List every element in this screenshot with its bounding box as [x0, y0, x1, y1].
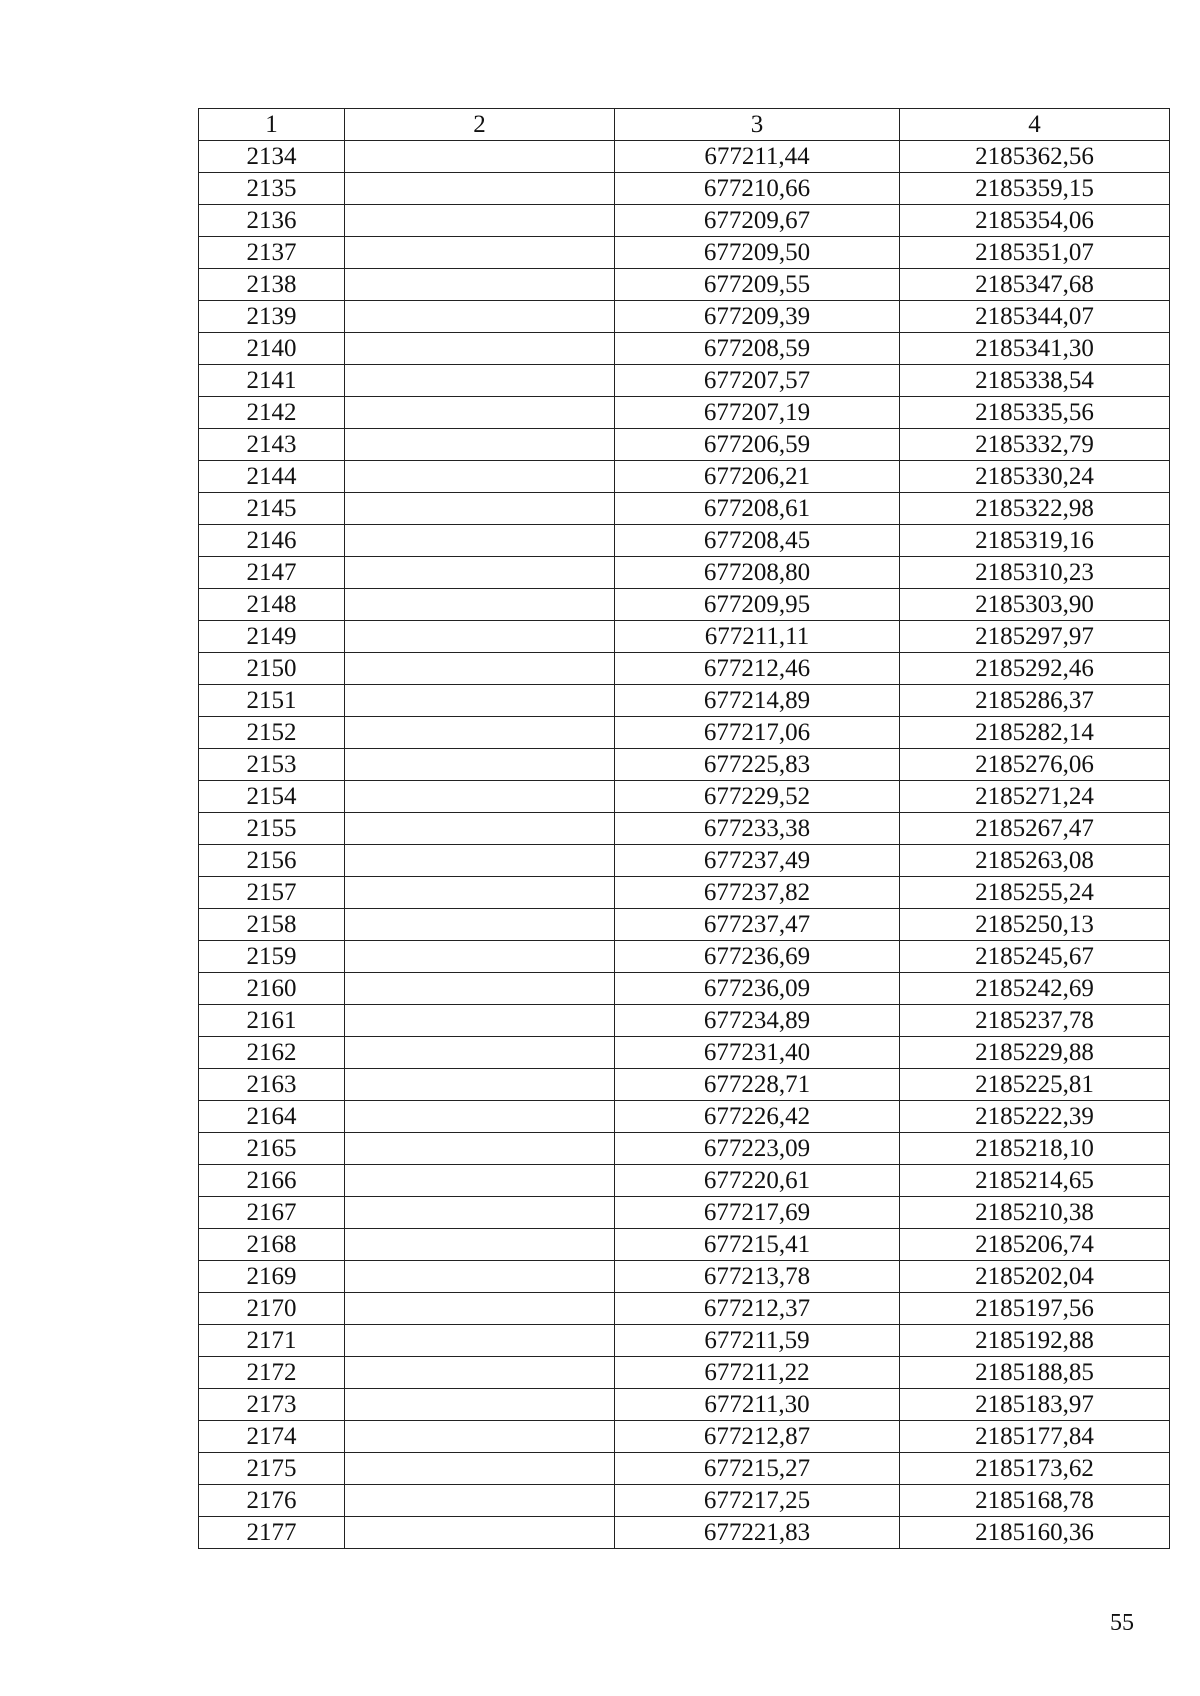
table-row [199, 1037, 1170, 1069]
x-coordinate-cell: 677215,41 [615, 1229, 900, 1261]
point-number-cell: 2172 [199, 1357, 345, 1389]
y-coordinate-cell: 2185347,68 [900, 269, 1170, 301]
table-row [199, 237, 1170, 269]
table-row [199, 429, 1170, 461]
y-coordinate-cell: 2185206,74 [900, 1229, 1170, 1261]
point-number-cell: 2171 [199, 1325, 345, 1357]
y-coordinate-cell: 2185267,47 [900, 813, 1170, 845]
y-coordinate-cell: 2185210,38 [900, 1197, 1170, 1229]
table-row [199, 781, 1170, 813]
table-row [199, 1517, 1170, 1549]
table-row [199, 1357, 1170, 1389]
table-row [199, 1101, 1170, 1133]
description-cell [345, 589, 615, 621]
description-cell [345, 1325, 615, 1357]
description-cell [345, 205, 615, 237]
table-row [199, 685, 1170, 717]
x-coordinate-cell: 677209,55 [615, 269, 900, 301]
description-cell [345, 845, 615, 877]
point-number-cell: 2175 [199, 1453, 345, 1485]
description-cell [345, 333, 615, 365]
point-number-cell: 2138 [199, 269, 345, 301]
y-coordinate-cell: 2185335,56 [900, 397, 1170, 429]
x-coordinate-cell: 677223,09 [615, 1133, 900, 1165]
table-row [199, 1421, 1170, 1453]
y-coordinate-cell: 2185177,84 [900, 1421, 1170, 1453]
table-header-row [199, 109, 1170, 141]
table-row [199, 333, 1170, 365]
description-cell [345, 1165, 615, 1197]
y-coordinate-cell: 2185341,30 [900, 333, 1170, 365]
y-coordinate-cell: 2185271,24 [900, 781, 1170, 813]
x-coordinate-cell: 677211,59 [615, 1325, 900, 1357]
x-coordinate-cell: 677217,06 [615, 717, 900, 749]
table-row [199, 909, 1170, 941]
y-coordinate-cell: 2185202,04 [900, 1261, 1170, 1293]
y-coordinate-cell: 2185351,07 [900, 237, 1170, 269]
y-coordinate-cell: 2185218,10 [900, 1133, 1170, 1165]
table-row [199, 653, 1170, 685]
description-cell [345, 973, 615, 1005]
table-row [199, 1485, 1170, 1517]
y-coordinate-cell: 2185362,56 [900, 141, 1170, 173]
x-coordinate-cell: 677211,11 [615, 621, 900, 653]
point-number-cell: 2135 [199, 173, 345, 205]
point-number-cell: 2177 [199, 1517, 345, 1549]
table-row [199, 1261, 1170, 1293]
table-row [199, 813, 1170, 845]
point-number-cell: 2153 [199, 749, 345, 781]
x-coordinate-cell: 677236,09 [615, 973, 900, 1005]
point-number-cell: 2150 [199, 653, 345, 685]
point-number-cell: 2166 [199, 1165, 345, 1197]
x-coordinate-cell: 677217,69 [615, 1197, 900, 1229]
table-row [199, 365, 1170, 397]
point-number-cell: 2136 [199, 205, 345, 237]
x-coordinate-cell: 677237,47 [615, 909, 900, 941]
y-coordinate-cell: 2185330,24 [900, 461, 1170, 493]
y-coordinate-cell: 2185292,46 [900, 653, 1170, 685]
x-coordinate-cell: 677217,25 [615, 1485, 900, 1517]
description-cell [345, 1197, 615, 1229]
table-row [199, 1197, 1170, 1229]
description-cell [345, 1069, 615, 1101]
description-cell [345, 365, 615, 397]
description-cell [345, 1101, 615, 1133]
x-coordinate-cell: 677237,82 [615, 877, 900, 909]
x-coordinate-cell: 677209,50 [615, 237, 900, 269]
table-row [199, 1165, 1170, 1197]
x-coordinate-cell: 677234,89 [615, 1005, 900, 1037]
y-coordinate-cell: 2185286,37 [900, 685, 1170, 717]
point-number-cell: 2142 [199, 397, 345, 429]
y-coordinate-cell: 2185197,56 [900, 1293, 1170, 1325]
point-number-cell: 2156 [199, 845, 345, 877]
description-cell [345, 621, 615, 653]
description-cell [345, 909, 615, 941]
point-number-cell: 2173 [199, 1389, 345, 1421]
point-number-cell: 2170 [199, 1293, 345, 1325]
table-row [199, 1229, 1170, 1261]
description-cell [345, 877, 615, 909]
description-cell [345, 173, 615, 205]
table-row [199, 1453, 1170, 1485]
table-row [199, 269, 1170, 301]
x-coordinate-cell: 677221,83 [615, 1517, 900, 1549]
description-cell [345, 493, 615, 525]
point-number-cell: 2154 [199, 781, 345, 813]
y-coordinate-cell: 2185188,85 [900, 1357, 1170, 1389]
point-number-cell: 2139 [199, 301, 345, 333]
x-coordinate-cell: 677212,37 [615, 1293, 900, 1325]
x-coordinate-cell: 677209,95 [615, 589, 900, 621]
point-number-cell: 2149 [199, 621, 345, 653]
description-cell [345, 1453, 615, 1485]
y-coordinate-cell: 2185222,39 [900, 1101, 1170, 1133]
description-cell [345, 461, 615, 493]
table-row [199, 205, 1170, 237]
table-row [199, 717, 1170, 749]
point-number-cell: 2162 [199, 1037, 345, 1069]
column-header-3: 3 [615, 109, 900, 141]
table-row [199, 973, 1170, 1005]
y-coordinate-cell: 2185276,06 [900, 749, 1170, 781]
table-row [199, 525, 1170, 557]
table-row [199, 1389, 1170, 1421]
description-cell [345, 301, 615, 333]
coordinates-table [198, 108, 1170, 1549]
description-cell [345, 749, 615, 781]
y-coordinate-cell: 2185250,13 [900, 909, 1170, 941]
y-coordinate-cell: 2185183,97 [900, 1389, 1170, 1421]
x-coordinate-cell: 677210,66 [615, 173, 900, 205]
table-row [199, 493, 1170, 525]
table-row [199, 1069, 1170, 1101]
description-cell [345, 941, 615, 973]
point-number-cell: 2174 [199, 1421, 345, 1453]
table-row [199, 621, 1170, 653]
x-coordinate-cell: 677236,69 [615, 941, 900, 973]
table-row [199, 301, 1170, 333]
description-cell [345, 1293, 615, 1325]
table-row [199, 1005, 1170, 1037]
point-number-cell: 2167 [199, 1197, 345, 1229]
column-header-4: 4 [900, 109, 1170, 141]
x-coordinate-cell: 677212,87 [615, 1421, 900, 1453]
x-coordinate-cell: 677207,19 [615, 397, 900, 429]
point-number-cell: 2134 [199, 141, 345, 173]
table-row [199, 749, 1170, 781]
x-coordinate-cell: 677206,21 [615, 461, 900, 493]
point-number-cell: 2165 [199, 1133, 345, 1165]
x-coordinate-cell: 677209,39 [615, 301, 900, 333]
point-number-cell: 2164 [199, 1101, 345, 1133]
x-coordinate-cell: 677225,83 [615, 749, 900, 781]
y-coordinate-cell: 2185168,78 [900, 1485, 1170, 1517]
description-cell [345, 141, 615, 173]
point-number-cell: 2148 [199, 589, 345, 621]
x-coordinate-cell: 677214,89 [615, 685, 900, 717]
description-cell [345, 397, 615, 429]
y-coordinate-cell: 2185319,16 [900, 525, 1170, 557]
y-coordinate-cell: 2185237,78 [900, 1005, 1170, 1037]
y-coordinate-cell: 2185310,23 [900, 557, 1170, 589]
point-number-cell: 2140 [199, 333, 345, 365]
description-cell [345, 429, 615, 461]
x-coordinate-cell: 677212,46 [615, 653, 900, 685]
description-cell [345, 525, 615, 557]
description-cell [345, 1005, 615, 1037]
x-coordinate-cell: 677211,44 [615, 141, 900, 173]
y-coordinate-cell: 2185173,62 [900, 1453, 1170, 1485]
description-cell [345, 237, 615, 269]
x-coordinate-cell: 677207,57 [615, 365, 900, 397]
x-coordinate-cell: 677208,59 [615, 333, 900, 365]
y-coordinate-cell: 2185214,65 [900, 1165, 1170, 1197]
description-cell [345, 1133, 615, 1165]
x-coordinate-cell: 677206,59 [615, 429, 900, 461]
y-coordinate-cell: 2185359,15 [900, 173, 1170, 205]
table-row [199, 845, 1170, 877]
table-row [199, 141, 1170, 173]
description-cell [345, 1357, 615, 1389]
y-coordinate-cell: 2185282,14 [900, 717, 1170, 749]
point-number-cell: 2157 [199, 877, 345, 909]
x-coordinate-cell: 677208,45 [615, 525, 900, 557]
description-cell [345, 1517, 615, 1549]
y-coordinate-cell: 2185192,88 [900, 1325, 1170, 1357]
x-coordinate-cell: 677208,80 [615, 557, 900, 589]
table-row [199, 1325, 1170, 1357]
x-coordinate-cell: 677211,22 [615, 1357, 900, 1389]
point-number-cell: 2141 [199, 365, 345, 397]
y-coordinate-cell: 2185303,90 [900, 589, 1170, 621]
point-number-cell: 2143 [199, 429, 345, 461]
x-coordinate-cell: 677228,71 [615, 1069, 900, 1101]
point-number-cell: 2176 [199, 1485, 345, 1517]
point-number-cell: 2145 [199, 493, 345, 525]
description-cell [345, 1229, 615, 1261]
description-cell [345, 557, 615, 589]
x-coordinate-cell: 677215,27 [615, 1453, 900, 1485]
description-cell [345, 685, 615, 717]
table-row [199, 173, 1170, 205]
x-coordinate-cell: 677213,78 [615, 1261, 900, 1293]
table-row [199, 397, 1170, 429]
description-cell [345, 1037, 615, 1069]
page-number: 55 [1110, 1610, 1134, 1636]
point-number-cell: 2155 [199, 813, 345, 845]
description-cell [345, 781, 615, 813]
description-cell [345, 1389, 615, 1421]
x-coordinate-cell: 677209,67 [615, 205, 900, 237]
description-cell [345, 717, 615, 749]
description-cell [345, 1421, 615, 1453]
y-coordinate-cell: 2185160,36 [900, 1517, 1170, 1549]
point-number-cell: 2146 [199, 525, 345, 557]
table-row [199, 461, 1170, 493]
point-number-cell: 2161 [199, 1005, 345, 1037]
table-body [199, 109, 1170, 1549]
x-coordinate-cell: 677231,40 [615, 1037, 900, 1069]
point-number-cell: 2163 [199, 1069, 345, 1101]
x-coordinate-cell: 677220,61 [615, 1165, 900, 1197]
point-number-cell: 2137 [199, 237, 345, 269]
y-coordinate-cell: 2185322,98 [900, 493, 1170, 525]
description-cell [345, 1261, 615, 1293]
x-coordinate-cell: 677211,30 [615, 1389, 900, 1421]
point-number-cell: 2169 [199, 1261, 345, 1293]
point-number-cell: 2168 [199, 1229, 345, 1261]
table-row [199, 1293, 1170, 1325]
table-row [199, 589, 1170, 621]
x-coordinate-cell: 677233,38 [615, 813, 900, 845]
table-row [199, 877, 1170, 909]
y-coordinate-cell: 2185263,08 [900, 845, 1170, 877]
y-coordinate-cell: 2185229,88 [900, 1037, 1170, 1069]
y-coordinate-cell: 2185344,07 [900, 301, 1170, 333]
x-coordinate-cell: 677226,42 [615, 1101, 900, 1133]
y-coordinate-cell: 2185225,81 [900, 1069, 1170, 1101]
y-coordinate-cell: 2185255,24 [900, 877, 1170, 909]
point-number-cell: 2160 [199, 973, 345, 1005]
x-coordinate-cell: 677208,61 [615, 493, 900, 525]
y-coordinate-cell: 2185332,79 [900, 429, 1170, 461]
point-number-cell: 2159 [199, 941, 345, 973]
y-coordinate-cell: 2185242,69 [900, 973, 1170, 1005]
description-cell [345, 813, 615, 845]
table-row [199, 557, 1170, 589]
y-coordinate-cell: 2185297,97 [900, 621, 1170, 653]
x-coordinate-cell: 677229,52 [615, 781, 900, 813]
description-cell [345, 1485, 615, 1517]
column-header-1: 1 [199, 109, 345, 141]
x-coordinate-cell: 677237,49 [615, 845, 900, 877]
description-cell [345, 269, 615, 301]
point-number-cell: 2144 [199, 461, 345, 493]
y-coordinate-cell: 2185354,06 [900, 205, 1170, 237]
table-row [199, 1133, 1170, 1165]
column-header-2: 2 [345, 109, 615, 141]
point-number-cell: 2158 [199, 909, 345, 941]
y-coordinate-cell: 2185245,67 [900, 941, 1170, 973]
point-number-cell: 2152 [199, 717, 345, 749]
point-number-cell: 2147 [199, 557, 345, 589]
point-number-cell: 2151 [199, 685, 345, 717]
y-coordinate-cell: 2185338,54 [900, 365, 1170, 397]
table-row [199, 941, 1170, 973]
description-cell [345, 653, 615, 685]
